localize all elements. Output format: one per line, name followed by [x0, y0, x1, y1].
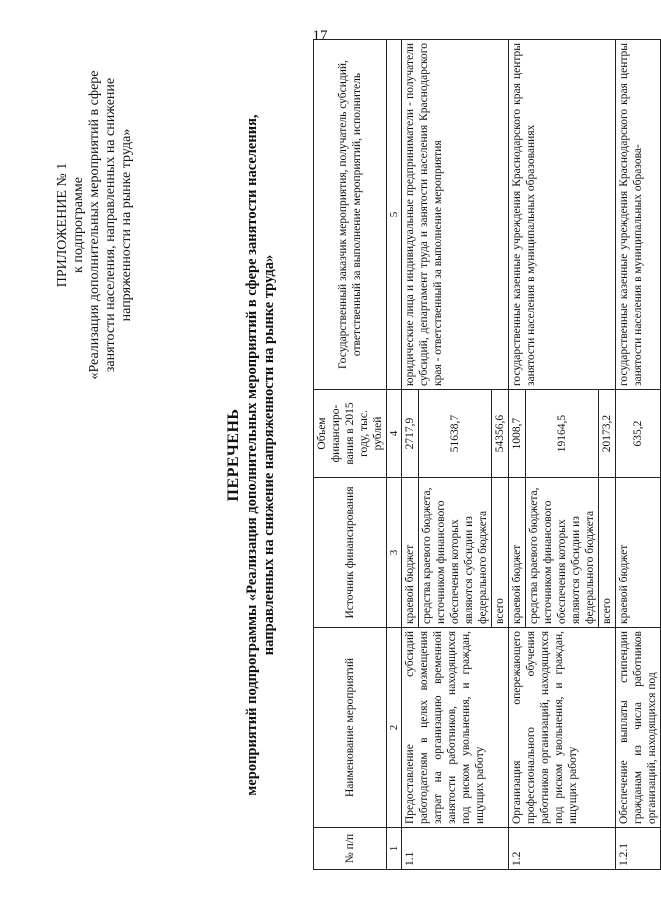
appendix-line: «Реализация дополнительных мероприятий в сфере — [87, 70, 102, 380]
column-number: 1 — [387, 828, 402, 870]
appendix-title: ПРИЛОЖЕНИЕ № 1 — [55, 162, 70, 288]
measures-table — [313, 39, 661, 870]
funding-source: всего — [599, 478, 616, 628]
responsible-party: юридические лица и индивидуальные предприниматели - получатели субсидий, департамент труда и занятости населения Краснодарского края - ответственный за выполнение мероприятия — [402, 40, 509, 390]
funding-source: средства краевого бюджета, источником финансового обеспечения которых являются субсидии из федерального бюджета — [419, 478, 492, 628]
table-row — [402, 40, 419, 870]
table-row — [616, 40, 661, 870]
header-source: Источник финансирования — [314, 478, 387, 628]
document-heading — [225, 40, 278, 870]
row-number: 1.2 — [509, 828, 616, 870]
funding-amount: 1008,7 — [509, 390, 526, 478]
header-amount: Объем финансиро-вания в 2015 году, тыс. рублей — [314, 390, 387, 478]
column-number: 4 — [387, 390, 402, 478]
funding-source: краевой бюджет — [509, 478, 526, 628]
header-responsible: Государственный заказчик мероприятия, получатель субсидий, ответственный за выполнение мероприятий, исполнитель — [314, 40, 387, 390]
funding-source: краевой бюджет — [402, 478, 419, 628]
appendix-block — [55, 60, 135, 390]
funding-source: краевой бюджет — [616, 478, 661, 628]
column-number: 5 — [387, 40, 402, 390]
funding-amount: 19164,5 — [526, 390, 599, 478]
header-name: Наименование мероприятий — [314, 628, 387, 828]
funding-amount: 54356,6 — [492, 390, 509, 478]
heading-title: ПЕРЕЧЕНЬ — [225, 408, 242, 502]
row-number: 1.1 — [402, 828, 509, 870]
appendix-line: напряженности на рынке труда» — [119, 128, 134, 322]
appendix-line: занятости населения, направленных на снижение — [103, 77, 118, 373]
header-row — [314, 40, 387, 870]
rotated-page-content — [55, 40, 658, 870]
header-num: № п/п — [314, 828, 387, 870]
funding-amount: 2717,9 — [402, 390, 419, 478]
measure-name: Обеспечение выплаты стипендии гражданам из числа работников организаций, находящихся под — [616, 628, 661, 828]
page-number: 17 — [312, 28, 328, 44]
table-row — [509, 40, 526, 870]
funding-amount: 635,2 — [616, 390, 661, 478]
funding-source: всего — [492, 478, 509, 628]
column-number-row — [387, 40, 402, 870]
row-number: 1.2.1 — [616, 828, 661, 870]
column-number: 3 — [387, 478, 402, 628]
column-number: 2 — [387, 628, 402, 828]
funding-amount: 51638,7 — [419, 390, 492, 478]
responsible-party: государственные казенные учреждения Краснодарского края центры занятости населения в муниципальных образова- — [616, 40, 661, 390]
measure-name: Организация опережающего профессионального обучения работников организаций, находящихся под риском увольнения, и граждан, ищущих работу — [509, 628, 616, 828]
funding-amount: 20173,2 — [599, 390, 616, 478]
funding-source: средства краевого бюджета, источником финансового обеспечения которых являются субсидии из федерального бюджета — [526, 478, 599, 628]
appendix-line: к подпрограмме — [71, 177, 86, 273]
heading-line: направленных на снижение напряженности на рынке труда» — [261, 254, 277, 656]
responsible-party: государственные казенные учреждения Краснодарского края центры занятости населения в муниципальных образованиях — [509, 40, 616, 390]
measure-name: Предоставление субсидий работодателям в целях возмещения затрат на организацию временной занятости работников, находящихся под риском увольнения, и граждан, ищущих работу — [402, 628, 509, 828]
heading-line: мероприятий подпрограммы «Реализация дополнительных мероприятий в сфере занятости населения, — [244, 114, 260, 796]
